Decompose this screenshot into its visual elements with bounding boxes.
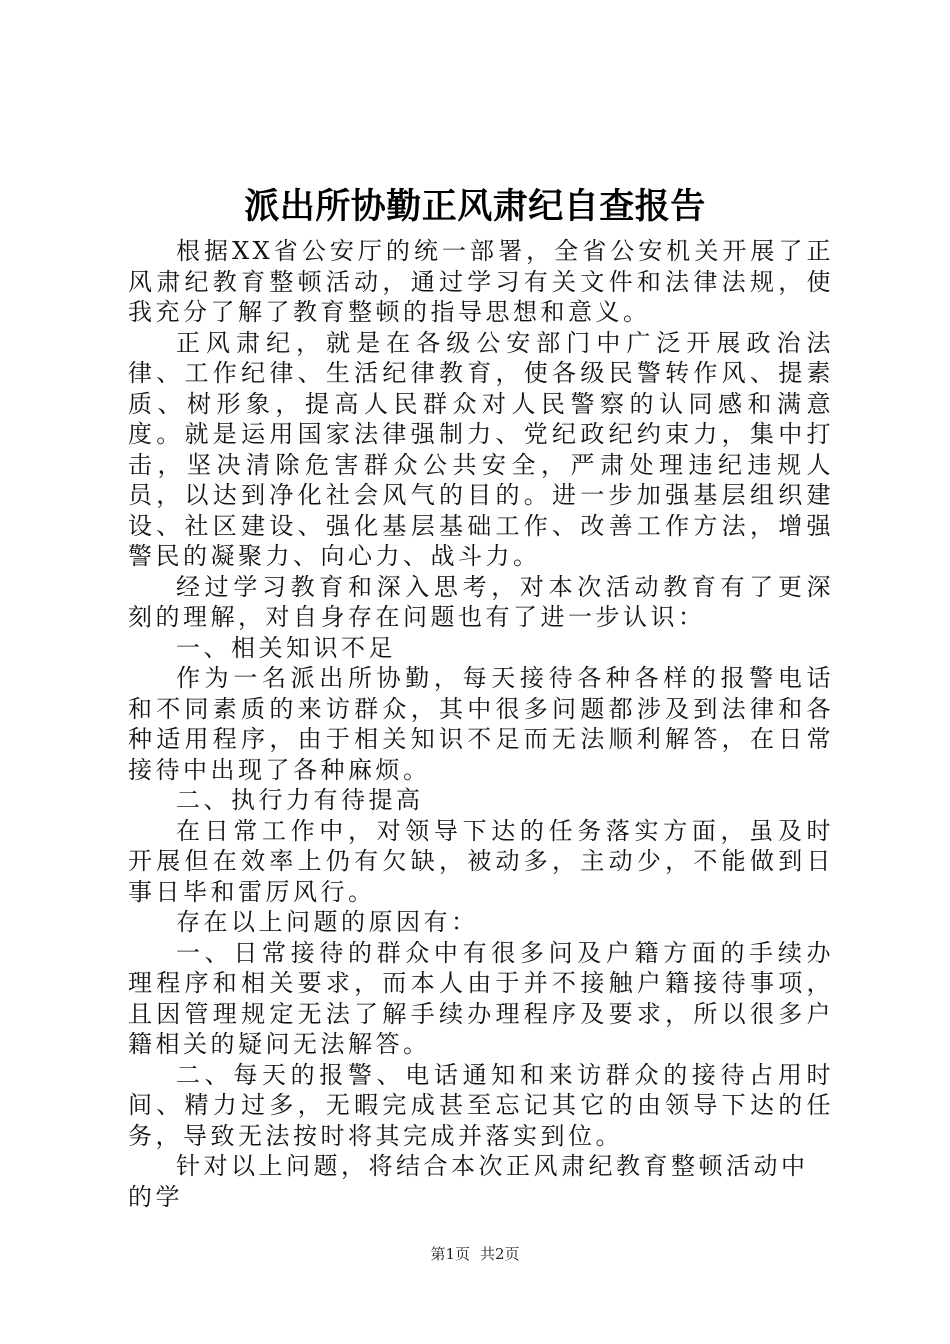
paragraph-measures: 针对以上问题，将结合本次正风肃纪教育整顿活动中的学 [128, 1152, 809, 1211]
section-heading-execution: 二、执行力有待提高 [176, 786, 424, 814]
page-footer [0, 1244, 950, 1264]
page-number: 第1页 [430, 1245, 470, 1263]
paragraph-definition: 正风肃纪，就是在各级公安部门中广泛开展政治法律、工作纪律、生活纪律教育，使各级民警转作风、提素质、树形象，提高人民群众对人民警察的认同感和满意度。就是运用国家法律强制力、党纪政纪约束力，集中打击，坚决清除危害群众公共安全，严肃处理违纪违规人员，以达到净化社会风气的目的。进一步加强基层组织建设、社区建设、强化基层基础工作、改善工作方法，增强警民的凝聚力、向心力、战斗力。 [128, 328, 834, 570]
page-total: 共2页 [480, 1245, 520, 1263]
section-heading-knowledge: 一、相关知识不足 [176, 633, 396, 662]
paragraph-reflection: 经过学习教育和深入思考，对本次活动教育有了更深刻的理解，对自身存在问题也有了进一步认识： [128, 572, 834, 631]
paragraph-cause-one: 一、日常接待的群众中有很多问及户籍方面的手续办理程序和相关要求，而本人由于并不接触户籍接待事项，且因管理规定无法了解手续办理程序及要求，所以很多户籍相关的疑问无法解答。 [128, 938, 834, 1058]
paragraph-knowledge: 作为一名派出所协勤，每天接待各种各样的报警电话和不同素质的来访群众，其中很多问题都涉及到法律和各种适用程序，由于相关知识不足而无法顺利解答，在日常接待中出现了各种麻烦。 [128, 664, 834, 784]
document-title: 派出所协勤正风肃纪自查报告 [244, 186, 706, 227]
paragraph-cause-two: 二、每天的报警、电话通知和来访群众的接待占用时间、精力过多，无暇完成甚至忘记其它的由领导下达的任务，导致无法按时将其完成并落实到位。 [128, 1060, 834, 1150]
paragraph-execution: 在日常工作中，对领导下达的任务落实方面，虽及时开展但在效率上仍有欠缺，被动多，主动少，不能做到日事日毕和雷厉风行。 [128, 816, 834, 906]
section-heading-causes: 存在以上问题的原因有： [176, 908, 479, 936]
paragraph-intro: 根据XX省公安厅的统一部署，全省公安机关开展了正风肃纪教育整顿活动，通过学习有关文件和法律法规，使我充分了解了教育整顿的指导思想和意义。 [128, 237, 834, 326]
document-body [128, 236, 834, 1212]
